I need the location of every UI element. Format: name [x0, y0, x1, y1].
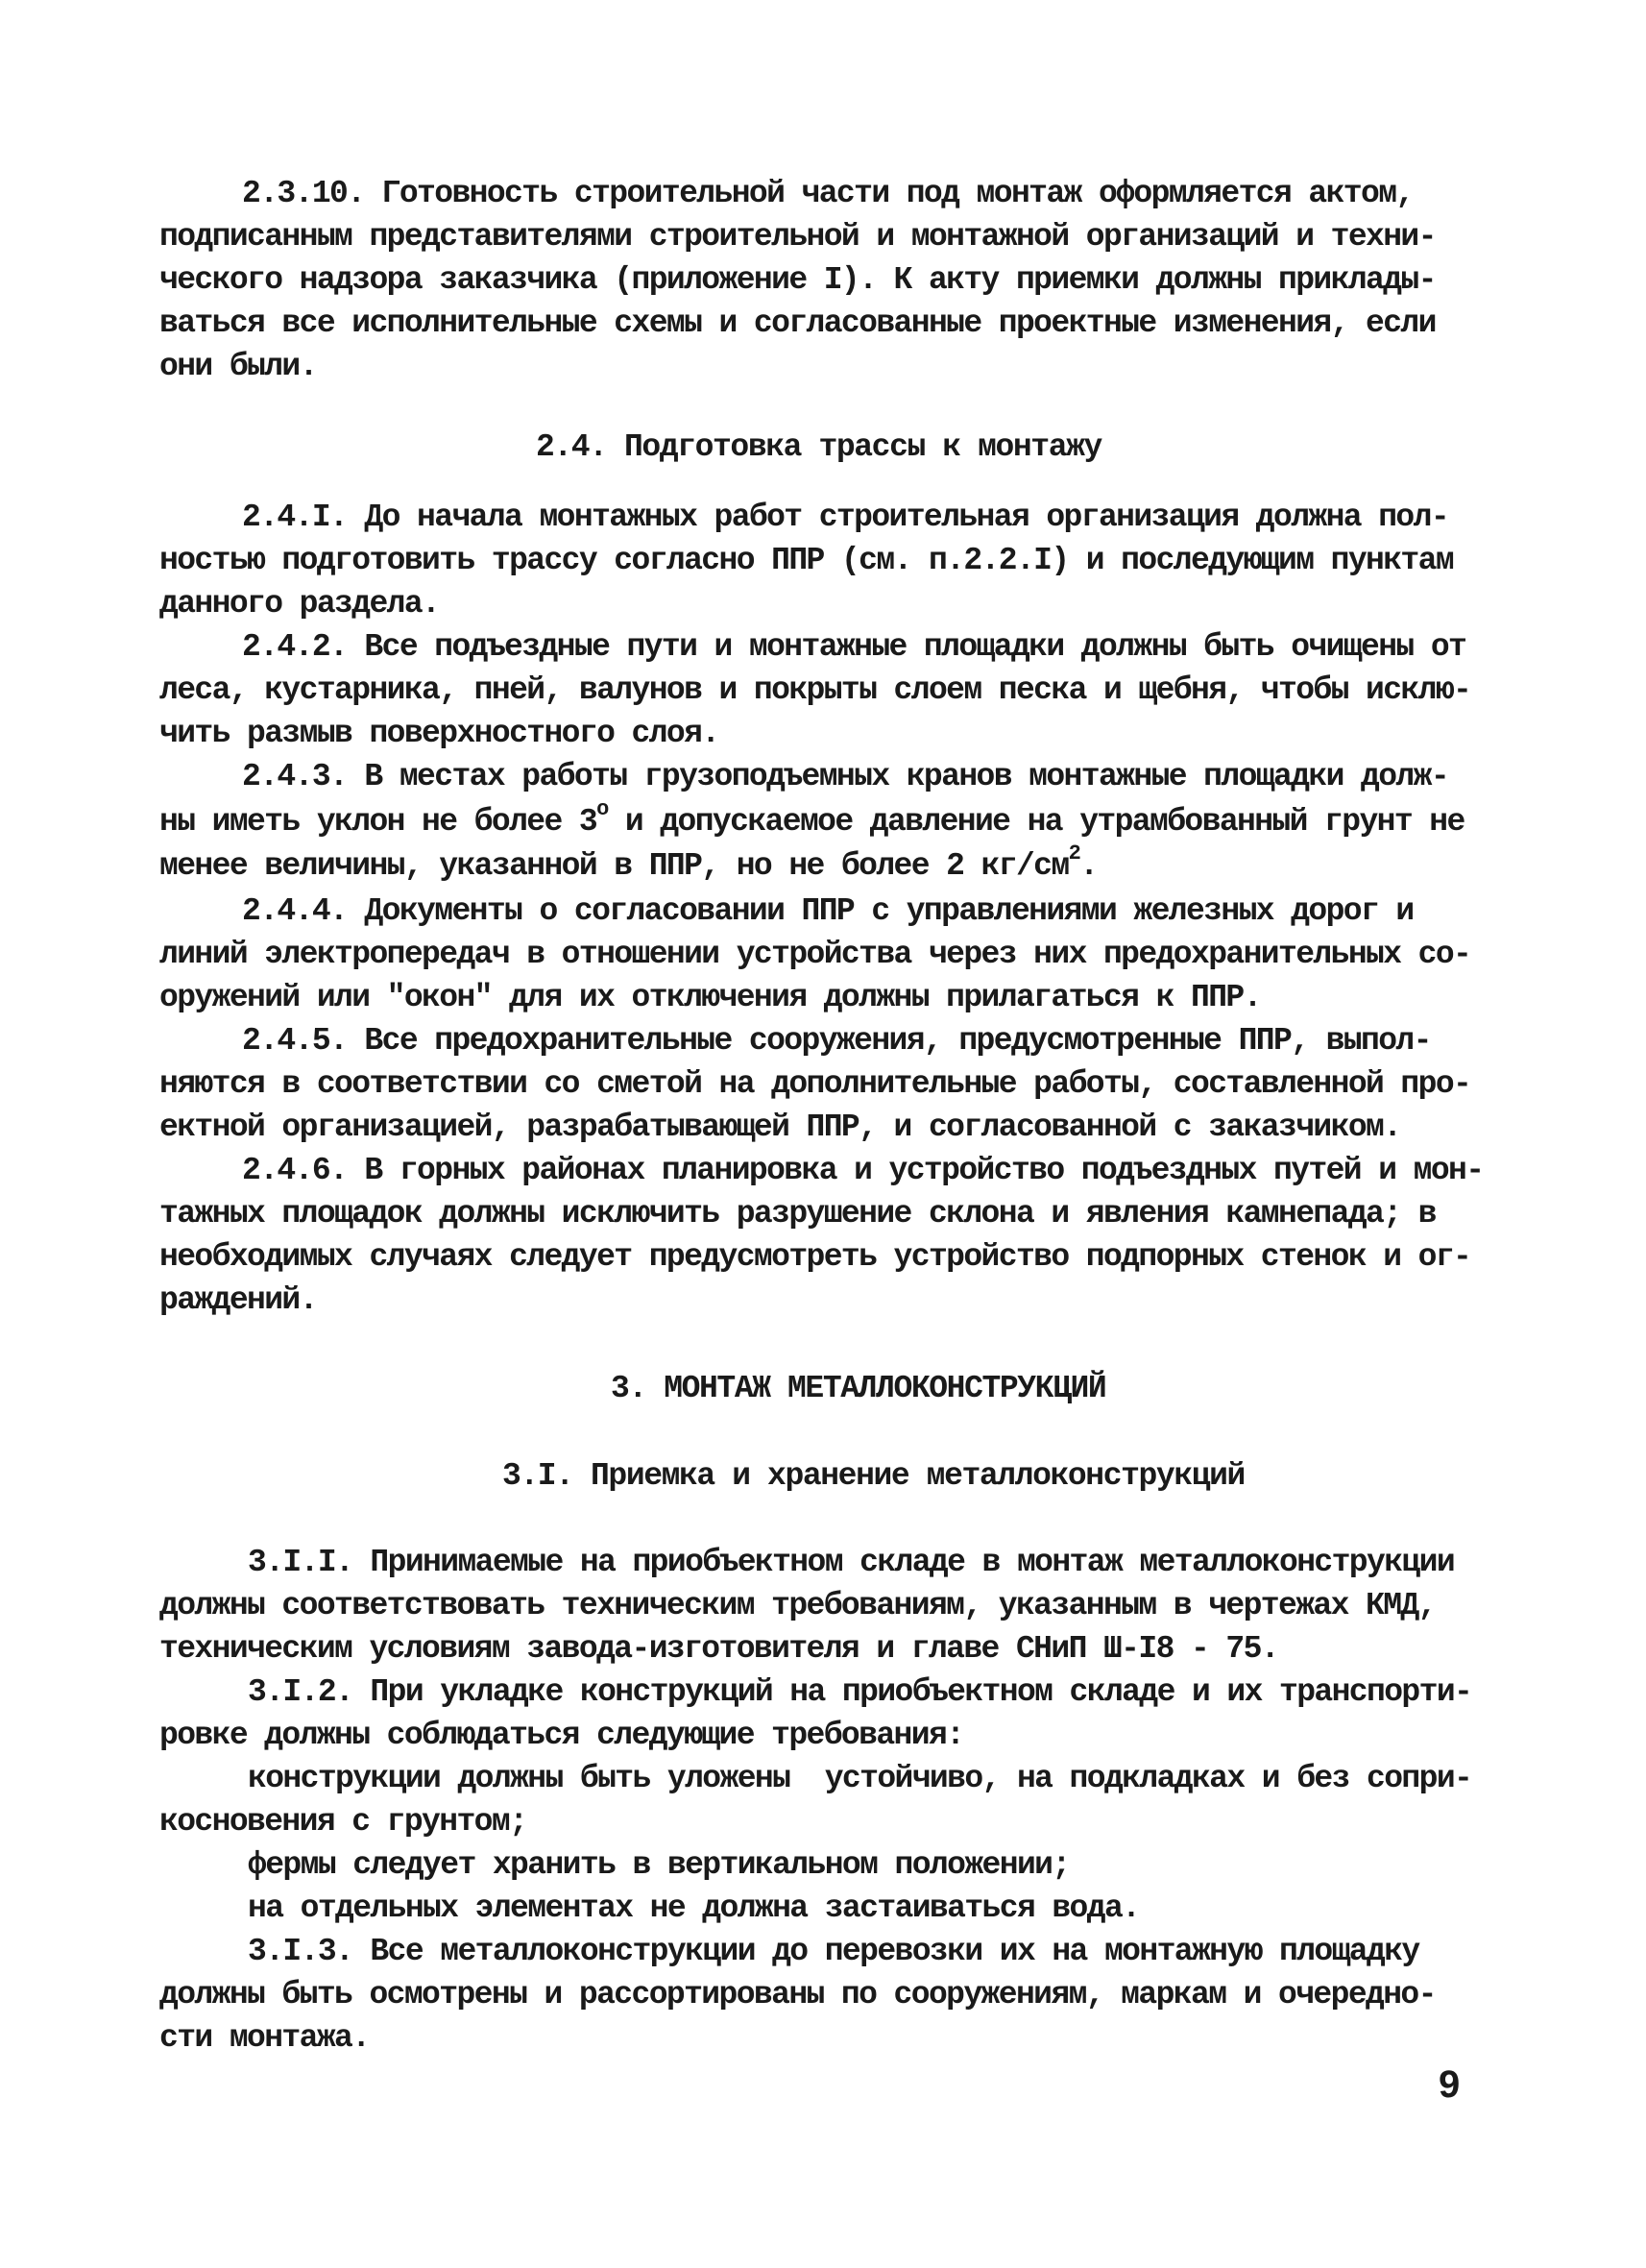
- paragraph-text: ны иметь уклон не более 3: [159, 804, 597, 840]
- paragraph-text: .: [1079, 848, 1098, 884]
- paragraph-line: няются в соответствии со сметой на дополнительные работы, составленной про-: [159, 1066, 1471, 1102]
- paragraph-line: линий электропередач в отношении устройства через них предохранительных со-: [159, 937, 1471, 972]
- paragraph-text: менее величины, указанной в ППР, но не более 2 кг/см: [159, 848, 1069, 884]
- paragraph-line: конструкции должны быть уложены устойчиво, на подкладках и без сопри-: [248, 1761, 1472, 1796]
- squared-superscript: 2: [1068, 841, 1080, 866]
- paragraph-line: 3.I.2. При укладке конструкций на приобъектном складе и их транспорти-: [248, 1674, 1472, 1710]
- paragraph-line-with-superscript: [159, 841, 1098, 888]
- paragraph-text: и допускаемое давление на утрамбованный грунт не: [607, 804, 1464, 840]
- paragraph-line: ровке должны соблюдаться следующие требования:: [159, 1718, 964, 1753]
- paragraph-line: 2.4.3. В местах работы грузоподъемных кранов монтажные площадки долж-: [242, 759, 1449, 794]
- paragraph-line: необходимых случаях следует предусмотреть устройство подпорных стенок и ог-: [159, 1239, 1471, 1275]
- paragraph-line: ностью подготовить трассу согласно ППР (см. п.2.2.I) и последующим пунктам: [159, 543, 1454, 578]
- paragraph-line: 2.4.I. До начала монтажных работ строительная организация должна пол-: [242, 500, 1449, 535]
- paragraph-line: 3.I.I. Принимаемые на приобъектном складе в монтаж металлоконструкции: [248, 1545, 1455, 1580]
- paragraph-line: должны быть осмотрены и рассортированы по сооружениям, маркам и очередно-: [159, 1977, 1436, 2012]
- paragraph-line: леса, кустарника, пней, валунов и покрыты слоем песка и щебня, чтобы исклю-: [159, 672, 1471, 708]
- paragraph-line: 2.3.10. Готовность строительной части под монтаж оформляется актом,: [242, 176, 1414, 211]
- paragraph-line: фермы следует хранить в вертикальном положении;: [248, 1847, 1070, 1883]
- paragraph-line: они были.: [159, 349, 317, 384]
- paragraph-line: 3.I.3. Все металлоконструкции до перевозки их на монтажную площадку: [248, 1934, 1419, 1969]
- page-number: 9: [1439, 2063, 1461, 2106]
- paragraph-line: раждений.: [159, 1282, 317, 1318]
- paragraph-line: 2.4.2. Все подъездные пути и монтажные площадки должны быть очищены от: [242, 629, 1466, 665]
- paragraph-line: ектной организацией, разрабатывающей ППР, и согласованной с заказчиком.: [159, 1110, 1401, 1145]
- paragraph-line: сти монтажа.: [159, 2020, 370, 2056]
- paragraph-line: данного раздела.: [159, 586, 440, 622]
- paragraph-line: чить размыв поверхностного слоя.: [159, 716, 719, 751]
- section-heading-2-4: 2.4. Подготовка трассы к монтажу: [536, 429, 1101, 465]
- paragraph-line: тажных площадок должны исключить разрушение склона и явления камнепада; в: [159, 1196, 1436, 1232]
- paragraph-line: оружений или "окон" для их отключения должны прилагаться к ППР.: [159, 980, 1261, 1015]
- degree-superscript: о: [596, 797, 608, 821]
- paragraph-line: ческого надзора заказчика (приложение I). К акту приемки должны приклады-: [159, 262, 1436, 298]
- paragraph-line: на отдельных элементах не должна застаиваться вода.: [248, 1890, 1140, 1926]
- paragraph-line: техническим условиям завода-изготовителя и главе СНиП Ш-I8 - 75.: [159, 1631, 1279, 1667]
- paragraph-line: ваться все исполнительные схемы и согласованные проектные изменения, если: [159, 305, 1436, 341]
- paragraph-line: 2.4.6. В горных районах планировка и устройство подъездных путей и мон-: [242, 1153, 1484, 1188]
- chapter-heading-3: 3. МОНТАЖ МЕТАЛЛОКОНСТРУКЦИЙ: [611, 1371, 1106, 1406]
- paragraph-line: косновения с грунтом;: [159, 1804, 527, 1840]
- paragraph-line: должны соответствовать техническим требованиям, указанным в чертежах КМД,: [159, 1588, 1436, 1623]
- paragraph-line: 2.4.5. Все предохранительные сооружения, предусмотренные ППР, выпол-: [242, 1023, 1431, 1059]
- section-heading-3-1: 3.I. Приемка и хранение металлоконструкций: [502, 1458, 1245, 1494]
- paragraph-line: 2.4.4. Документы о согласовании ППР с управлениями железных дорог и: [242, 893, 1414, 929]
- paragraph-line: подписанным представителями строительной и монтажной организаций и техни-: [159, 219, 1436, 255]
- paragraph-line-with-superscript: [159, 797, 1464, 843]
